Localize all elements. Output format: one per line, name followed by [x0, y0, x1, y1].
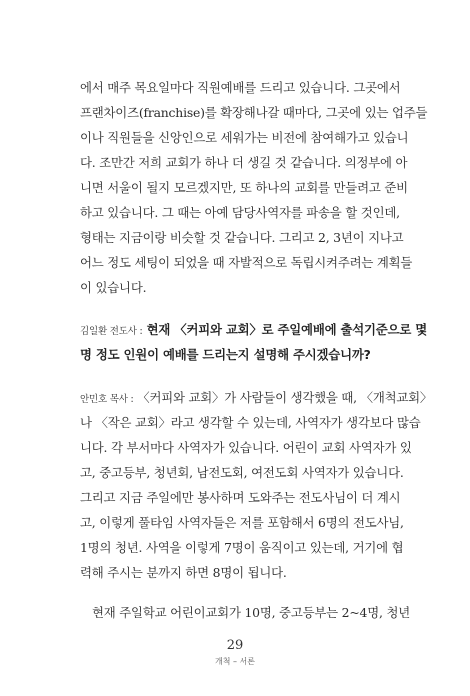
answer-line: 니다. 각 부서마다 사역자가 있습니다. 어린이 교회 사역자가 있 [80, 440, 412, 455]
text-line: 형태는 지금이랑 비슷할 것 같습니다. 그리고 2, 3년이 지나고 [80, 230, 404, 245]
text-line: 니면 서울이 될지 모르겠지만, 또 하나의 교회를 만들려고 준비 [80, 180, 408, 195]
paragraph-continuation: 현재 주일학교 어린이교회가 10명, 중고등부는 2~4명, 청년 [92, 605, 410, 620]
running-title: 개척 – 서론 [215, 657, 255, 666]
answer-line: 1명의 청년. 사역을 이렇게 7명이 움직이고 있는데, 거기에 협 [80, 540, 404, 555]
text-line: 다. 조만간 저희 교회가 하나 더 생길 것 같습니다. 의정부에 아 [80, 155, 408, 170]
answer-line: 나 〈작은 교회〉라고 생각할 수 있는데, 사역자가 생각보다 많습 [80, 415, 421, 430]
answer-line [80, 388, 433, 406]
question-line: 명 정도 인원이 예배를 드리는지 설명해 주시겠습니까? [80, 347, 371, 362]
answer-line: 력해 주시는 분까지 하면 8명이 됩니다. [80, 565, 287, 580]
text-line: 이나 직원들을 신앙인으로 세워가는 비전에 참여해가고 있습니 [80, 130, 409, 145]
question-line [80, 320, 427, 338]
answer-line: 고, 중고등부, 청년회, 남전도회, 여전도회 사역자가 있습니다. [80, 465, 404, 480]
answer-speaker: 안민호 목사 : [80, 394, 134, 405]
text-line: 하고 있습니다. 그 때는 아예 담당사역자를 파송을 할 것인데, [80, 205, 400, 220]
text-line: 어느 정도 세팅이 되었을 때 자발적으로 독립시켜주려는 계획들 [80, 255, 413, 270]
text-line: 이 있습니다. [80, 280, 147, 295]
question-text: 현재 〈커피와 교회〉로 주일예배에 출석기준으로 몇 [146, 322, 427, 337]
page-number: 29 [226, 638, 244, 653]
text-line: 에서 매주 목요일마다 직원예배를 드리고 있습니다. 그곳에서 [80, 80, 401, 95]
answer-text: 〈커피와 교회〉가 사람들이 생각했을 때, 〈개척교회〉 [137, 390, 433, 405]
answer-line: 고, 이렇게 풀타임 사역자들은 저를 포함해서 6명의 전도사님, [80, 515, 404, 530]
answer-line: 그리고 지금 주일에만 봉사하며 도와주는 전도사님이 더 계시 [80, 490, 401, 505]
question-speaker: 김일환 전도사 : [80, 326, 143, 337]
text-line: 프랜차이즈(franchise)를 확장해나갈 때마다, 그곳에 있는 업주들 [80, 105, 428, 120]
